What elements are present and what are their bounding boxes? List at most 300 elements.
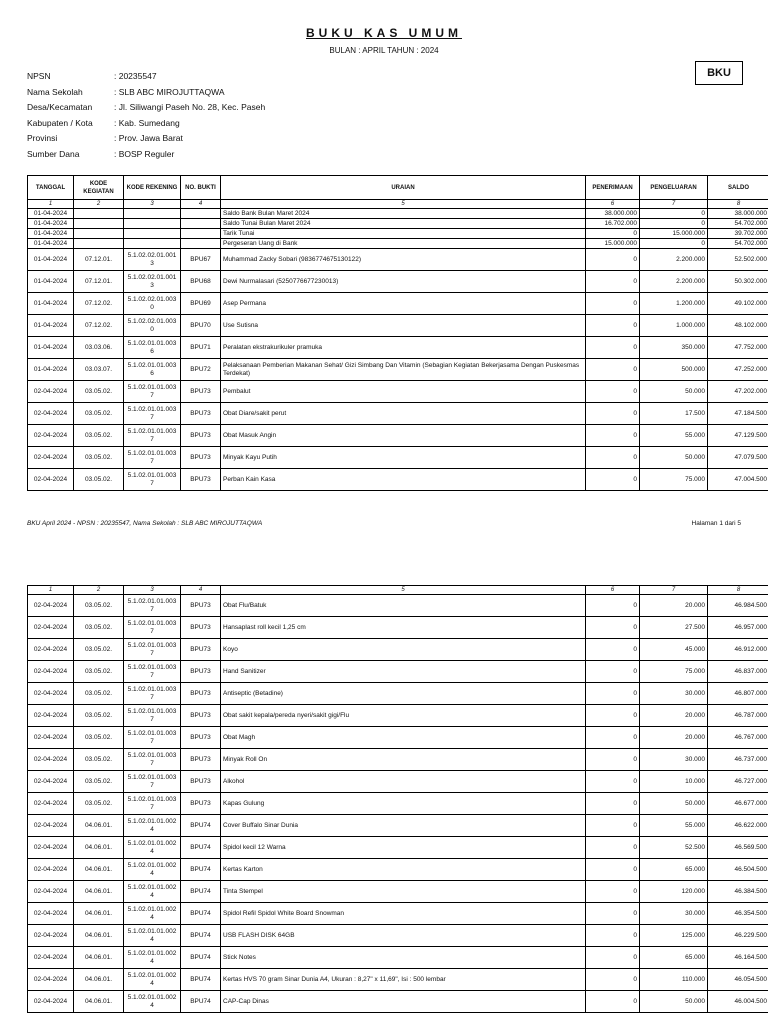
cell-tanggal: 02-04-2024 [28,639,74,661]
cell-pengeluaran: 0 [640,219,708,229]
cell-pengeluaran: 45.000 [640,639,708,661]
cell-penerimaan: 0 [586,837,640,859]
cell-kode-kegiatan: 04.06.01. [74,991,124,1013]
cell-penerimaan: 0 [586,815,640,837]
cell-saldo: 54.702.000 [708,219,768,229]
info-label: Kabupaten / Kota [27,117,93,128]
cell-tanggal: 02-04-2024 [28,683,74,705]
cell-kode-kegiatan: 03.05.02. [74,425,124,447]
cell-pengeluaran: 30.000 [640,749,708,771]
cell-no-bukti: BPU73 [181,447,221,469]
cell-saldo: 54.702.000 [708,239,768,249]
cell-saldo: 47.129.500 [708,425,768,447]
cell-uraian: Obat sakit kepala/pereda nyeri/sakit gigi/Flu [221,705,586,727]
cell-no-bukti: BPU73 [181,425,221,447]
cell-penerimaan: 0 [586,793,640,815]
cell-uraian: Tinta Stempel [221,881,586,903]
cell-penerimaan: 0 [586,315,640,337]
cell-uraian: Dewi Nurmalasari (5250776677230013) [221,271,586,293]
cell-no-bukti: BPU74 [181,925,221,947]
cell-kode-kegiatan: 04.06.01. [74,947,124,969]
cell-uraian: Pelaksanaan Pemberian Makanan Sehat/ Gizi Simbang Dan Vitamin (Sebagian Kegiatan Bekerjasama Dengan Puskesmas Terdekat) [221,359,586,381]
info-row [27,100,265,116]
cell-no-bukti: BPU73 [181,381,221,403]
cell-pengeluaran: 500.000 [640,359,708,381]
cell-tanggal: 02-04-2024 [28,859,74,881]
cell-pengeluaran: 55.000 [640,815,708,837]
col-number: 3 [124,586,181,595]
info-label: NPSN [27,71,51,81]
table-row [28,991,768,1013]
col-number: 8 [708,586,768,595]
cell-pengeluaran: 27.500 [640,617,708,639]
cell-saldo: 46.504.500 [708,859,768,881]
table-row [28,425,768,447]
col-header-pengeluaran: PENGELUARAN [640,176,708,200]
column-number-row [28,200,768,209]
cell-no-bukti: BPU73 [181,639,221,661]
info-label: Desa/Kecamatan [27,102,93,112]
info-row [27,69,265,85]
cell-no-bukti: BPU73 [181,771,221,793]
cell-pengeluaran: 15.000.000 [640,229,708,239]
table-row [28,219,768,229]
cell-penerimaan: 0 [586,293,640,315]
cell-no-bukti: BPU74 [181,991,221,1013]
cell-uraian: Cover Buffalo Sinar Dunia [221,815,586,837]
table-row [28,293,768,315]
cell-kode-rekening: 5.1.02.01.01.0037 [124,771,181,793]
cell-no-bukti [181,219,221,229]
cell-kode-rekening: 5.1.02.01.01.0037 [124,727,181,749]
cell-tanggal: 01-04-2024 [28,239,74,249]
cell-saldo: 46.622.000 [708,815,768,837]
cell-pengeluaran: 30.000 [640,903,708,925]
cell-saldo: 46.727.000 [708,771,768,793]
cell-pengeluaran: 65.000 [640,947,708,969]
cell-saldo: 47.004.500 [708,469,768,491]
cell-kode-kegiatan: 03.05.02. [74,683,124,705]
info-value: : Kab. Sumedang [114,117,180,128]
cell-kode-kegiatan: 03.05.02. [74,771,124,793]
cell-kode-rekening [124,219,181,229]
cell-penerimaan: 0 [586,447,640,469]
cell-saldo: 46.677.000 [708,793,768,815]
table-row [28,249,768,271]
cell-tanggal: 02-04-2024 [28,727,74,749]
cell-pengeluaran: 20.000 [640,595,708,617]
cell-kode-kegiatan: 04.06.01. [74,837,124,859]
table-row [28,661,768,683]
cell-no-bukti: BPU74 [181,903,221,925]
info-row [27,116,265,132]
cell-saldo: 46.984.500 [708,595,768,617]
cell-kode-kegiatan: 03.05.02. [74,381,124,403]
cell-penerimaan: 0 [586,991,640,1013]
cell-pengeluaran: 20.000 [640,727,708,749]
cell-pengeluaran: 0 [640,239,708,249]
cell-kode-kegiatan: 03.05.02. [74,727,124,749]
cell-kode-rekening: 5.1.02.01.01.0024 [124,815,181,837]
cell-saldo: 39.702.000 [708,229,768,239]
col-number: 7 [640,586,708,595]
cell-penerimaan: 0 [586,859,640,881]
cell-no-bukti: BPU73 [181,469,221,491]
cell-kode-kegiatan: 03.05.02. [74,469,124,491]
cell-tanggal: 02-04-2024 [28,771,74,793]
cell-no-bukti: BPU73 [181,749,221,771]
cell-no-bukti: BPU74 [181,859,221,881]
cell-uraian: Muhammad Zacky Sobari (9836774675130122) [221,249,586,271]
table-row [28,859,768,881]
table-row [28,229,768,239]
cell-kode-rekening: 5.1.02.01.01.0024 [124,859,181,881]
cell-saldo: 47.079.500 [708,447,768,469]
cell-uraian: Spidol Refil Spidol White Board Snowman [221,903,586,925]
info-label: Provinsi [27,133,58,143]
cell-pengeluaran: 65.000 [640,859,708,881]
col-number: 4 [181,586,221,595]
cell-kode-kegiatan: 03.05.02. [74,705,124,727]
cell-tanggal: 02-04-2024 [28,403,74,425]
footer-page-number: Halaman 1 dari 5 [691,520,741,527]
info-label: Sumber Dana [27,148,80,159]
cell-saldo: 46.164.500 [708,947,768,969]
table-row [28,903,768,925]
cell-pengeluaran: 52.500 [640,837,708,859]
cell-kode-kegiatan: 04.06.01. [74,925,124,947]
cell-tanggal: 02-04-2024 [28,617,74,639]
table-row [28,315,768,337]
cell-uraian: Minyak Roll On [221,749,586,771]
cell-penerimaan: 0 [586,271,640,293]
cell-kode-rekening: 5.1.02.01.01.0037 [124,683,181,705]
col-header-no-bukti: NO. BUKTI [181,176,221,200]
cell-kode-rekening: 5.1.02.01.01.0037 [124,595,181,617]
cell-kode-rekening: 5.1.02.01.01.0037 [124,705,181,727]
col-header-tanggal: TANGGAL [28,176,74,200]
cell-tanggal: 02-04-2024 [28,381,74,403]
cell-penerimaan: 0 [586,469,640,491]
cell-kode-kegiatan: 03.05.02. [74,595,124,617]
info-value: : 20235547 [114,71,157,81]
cell-saldo: 46.737.000 [708,749,768,771]
col-number: 7 [640,200,708,209]
cell-penerimaan: 0 [586,617,640,639]
table-row [28,271,768,293]
table-row [28,947,768,969]
cell-kode-kegiatan: 03.05.02. [74,639,124,661]
cell-penerimaan: 0 [586,595,640,617]
cell-kode-rekening [124,209,181,219]
cell-no-bukti [181,239,221,249]
info-row [27,131,265,147]
cell-tanggal: 02-04-2024 [28,595,74,617]
cell-tanggal: 02-04-2024 [28,881,74,903]
cell-tanggal: 01-04-2024 [28,359,74,381]
cell-kode-rekening: 5.1.02.01.01.0037 [124,793,181,815]
cell-uraian: Koyo [221,639,586,661]
cell-uraian: Antiseptic (Betadine) [221,683,586,705]
cell-pengeluaran: 30.000 [640,683,708,705]
cell-pengeluaran: 20.000 [640,705,708,727]
cell-no-bukti: BPU73 [181,793,221,815]
table-row [28,337,768,359]
cell-tanggal: 01-04-2024 [28,209,74,219]
cell-saldo: 46.229.500 [708,925,768,947]
info-value: : Jl. Siliwangi Paseh No. 28, Kec. Paseh [114,102,266,112]
cell-kode-kegiatan [74,209,124,219]
cell-tanggal: 02-04-2024 [28,793,74,815]
cell-no-bukti: BPU73 [181,727,221,749]
cell-tanggal: 01-04-2024 [28,337,74,359]
cell-penerimaan: 0 [586,903,640,925]
table-row [28,639,768,661]
cell-no-bukti: BPU74 [181,969,221,991]
cell-pengeluaran: 50.000 [640,991,708,1013]
table-row [28,837,768,859]
col-number: 1 [28,200,74,209]
cell-uraian: Peralatan ekstrakurikuler pramuka [221,337,586,359]
cell-kode-rekening: 5.1.02.01.01.0036 [124,359,181,381]
info-value: : BOSP Reguler [114,148,175,159]
cell-kode-rekening: 5.1.02.02.01.0013 [124,271,181,293]
cell-uraian: Obat Flu/Batuk [221,595,586,617]
cell-tanggal: 02-04-2024 [28,705,74,727]
cell-penerimaan: 0 [586,683,640,705]
cell-saldo: 52.502.000 [708,249,768,271]
cell-kode-rekening: 5.1.02.01.01.0024 [124,903,181,925]
cell-uraian: Obat Diare/sakit perut [221,403,586,425]
cell-penerimaan: 0 [586,229,640,239]
cell-tanggal: 01-04-2024 [28,229,74,239]
cell-kode-rekening: 5.1.02.01.01.0036 [124,337,181,359]
table-row [28,727,768,749]
cell-kode-kegiatan: 04.06.01. [74,881,124,903]
cell-tanggal: 02-04-2024 [28,925,74,947]
col-header-kode-kegiatan: KODE KEGIATAN [74,176,124,200]
cell-kode-rekening: 5.1.02.02.01.0030 [124,293,181,315]
table-row [28,209,768,219]
table-row [28,683,768,705]
cell-no-bukti: BPU72 [181,359,221,381]
info-value: : SLB ABC MIROJUTTAQWA [114,86,225,97]
cell-penerimaan: 0 [586,359,640,381]
info-row [27,147,265,163]
cell-penerimaan: 38.000.000 [586,209,640,219]
cell-uraian: Obat Magh [221,727,586,749]
cell-tanggal: 02-04-2024 [28,749,74,771]
cell-saldo: 49.102.000 [708,293,768,315]
cell-kode-rekening: 5.1.02.01.01.0037 [124,617,181,639]
cell-kode-kegiatan [74,219,124,229]
table-row [28,771,768,793]
cell-penerimaan: 0 [586,727,640,749]
cell-saldo: 46.837.000 [708,661,768,683]
table-row [28,881,768,903]
cell-tanggal: 02-04-2024 [28,469,74,491]
cell-pengeluaran: 125.000 [640,925,708,947]
cell-saldo: 46.569.500 [708,837,768,859]
col-header-saldo: SALDO [708,176,768,200]
cell-uraian: Pergeseran Uang di Bank [221,239,586,249]
col-header-kode-rekening: KODE REKENING [124,176,181,200]
table-row [28,239,768,249]
cell-saldo: 46.912.000 [708,639,768,661]
cell-pengeluaran: 1.000.000 [640,315,708,337]
cell-saldo: 46.767.000 [708,727,768,749]
col-number: 5 [221,200,586,209]
cell-kode-kegiatan: 04.06.01. [74,903,124,925]
cell-pengeluaran: 350.000 [640,337,708,359]
cell-kode-rekening: 5.1.02.01.01.0024 [124,969,181,991]
cell-pengeluaran: 50.000 [640,793,708,815]
cell-tanggal: 02-04-2024 [28,447,74,469]
cell-uraian: Alkohol [221,771,586,793]
cell-kode-rekening: 5.1.02.01.01.0037 [124,403,181,425]
cell-pengeluaran: 17.500 [640,403,708,425]
cell-tanggal: 01-04-2024 [28,219,74,229]
cell-kode-rekening: 5.1.02.01.01.0037 [124,381,181,403]
cell-uraian: Kertas Karton [221,859,586,881]
cell-saldo: 46.807.000 [708,683,768,705]
table-row [28,403,768,425]
cell-kode-rekening: 5.1.02.02.01.0013 [124,249,181,271]
cell-pengeluaran: 120.000 [640,881,708,903]
cell-kode-rekening: 5.1.02.01.01.0037 [124,749,181,771]
cell-uraian: Perban Kain Kasa [221,469,586,491]
ledger-table-page-1 [27,175,768,491]
cell-saldo: 46.787.000 [708,705,768,727]
cell-saldo: 46.354.500 [708,903,768,925]
cell-no-bukti: BPU73 [181,683,221,705]
cell-penerimaan: 16.702.000 [586,219,640,229]
col-number: 2 [74,200,124,209]
cell-kode-kegiatan: 04.06.01. [74,969,124,991]
cell-penerimaan: 0 [586,749,640,771]
col-number: 6 [586,200,640,209]
cell-no-bukti: BPU69 [181,293,221,315]
cell-tanggal: 02-04-2024 [28,837,74,859]
cell-no-bukti: BPU73 [181,403,221,425]
cell-no-bukti: BPU68 [181,271,221,293]
cell-tanggal: 02-04-2024 [28,815,74,837]
col-number: 2 [74,586,124,595]
cell-no-bukti: BPU74 [181,815,221,837]
school-info [27,69,265,162]
cell-saldo: 48.102.000 [708,315,768,337]
table-row [28,381,768,403]
cell-uraian: Asep Permana [221,293,586,315]
cell-kode-kegiatan: 03.03.07. [74,359,124,381]
cell-saldo: 46.957.000 [708,617,768,639]
cell-pengeluaran: 75.000 [640,469,708,491]
cell-penerimaan: 0 [586,705,640,727]
cell-tanggal: 01-04-2024 [28,293,74,315]
cell-no-bukti: BPU74 [181,947,221,969]
cell-penerimaan: 15.000.000 [586,239,640,249]
page-subtitle: BULAN : APRIL TAHUN : 2024 [329,46,439,55]
cell-uraian: USB FLASH DISK 64GB [221,925,586,947]
cell-uraian: Spidol kecil 12 Warna [221,837,586,859]
cell-kode-kegiatan: 03.03.06. [74,337,124,359]
cell-pengeluaran: 55.000 [640,425,708,447]
table-row [28,705,768,727]
col-number: 8 [708,200,768,209]
cell-pengeluaran: 1.200.000 [640,293,708,315]
cell-tanggal: 02-04-2024 [28,991,74,1013]
ledger-table-page-2 [27,585,768,1013]
cell-pengeluaran: 10.000 [640,771,708,793]
cell-kode-rekening: 5.1.02.01.01.0024 [124,881,181,903]
table-row [28,815,768,837]
cell-no-bukti: BPU73 [181,705,221,727]
cell-no-bukti: BPU71 [181,337,221,359]
cell-penerimaan: 0 [586,925,640,947]
cell-saldo: 46.004.500 [708,991,768,1013]
cell-no-bukti: BPU70 [181,315,221,337]
cell-no-bukti: BPU67 [181,249,221,271]
cell-tanggal: 01-04-2024 [28,249,74,271]
cell-kode-rekening [124,229,181,239]
cell-pengeluaran: 110.000 [640,969,708,991]
cell-penerimaan: 0 [586,425,640,447]
cell-pengeluaran: 75.000 [640,661,708,683]
cell-saldo: 38.000.000 [708,209,768,219]
cell-tanggal: 02-04-2024 [28,903,74,925]
cell-kode-rekening: 5.1.02.01.01.0024 [124,947,181,969]
cell-pengeluaran: 0 [640,209,708,219]
table-row [28,469,768,491]
col-number: 3 [124,200,181,209]
cell-no-bukti [181,229,221,239]
cell-tanggal: 02-04-2024 [28,947,74,969]
table-row [28,749,768,771]
cell-kode-kegiatan: 03.05.02. [74,617,124,639]
table-row [28,359,768,381]
cell-kode-rekening: 5.1.02.02.01.0030 [124,315,181,337]
cell-penerimaan: 0 [586,639,640,661]
cell-pengeluaran: 2.200.000 [640,249,708,271]
cell-kode-kegiatan: 07.12.01. [74,271,124,293]
col-number: 1 [28,586,74,595]
cell-saldo: 47.752.000 [708,337,768,359]
col-header-penerimaan: PENERIMAAN [586,176,640,200]
info-label: Nama Sekolah [27,86,83,97]
cell-uraian: Tarik Tunai [221,229,586,239]
cell-penerimaan: 0 [586,661,640,683]
cell-uraian: Hansaplast roll kecil 1,25 cm [221,617,586,639]
cell-no-bukti: BPU74 [181,837,221,859]
cell-kode-kegiatan: 07.12.02. [74,293,124,315]
cell-uraian: Obat Masuk Angin [221,425,586,447]
cell-kode-rekening: 5.1.02.01.01.0024 [124,991,181,1013]
cell-uraian: Hand Sanitizer [221,661,586,683]
cell-kode-kegiatan [74,239,124,249]
table-row [28,925,768,947]
cell-kode-kegiatan: 03.05.02. [74,661,124,683]
cell-kode-rekening [124,239,181,249]
table-row [28,447,768,469]
cell-no-bukti: BPU73 [181,661,221,683]
cell-kode-kegiatan: 03.05.02. [74,403,124,425]
info-row [27,85,265,101]
cell-tanggal: 01-04-2024 [28,315,74,337]
cell-tanggal: 02-04-2024 [28,661,74,683]
cell-uraian: Kapas Gulung [221,793,586,815]
cell-no-bukti [181,209,221,219]
cell-kode-kegiatan: 07.12.02. [74,315,124,337]
